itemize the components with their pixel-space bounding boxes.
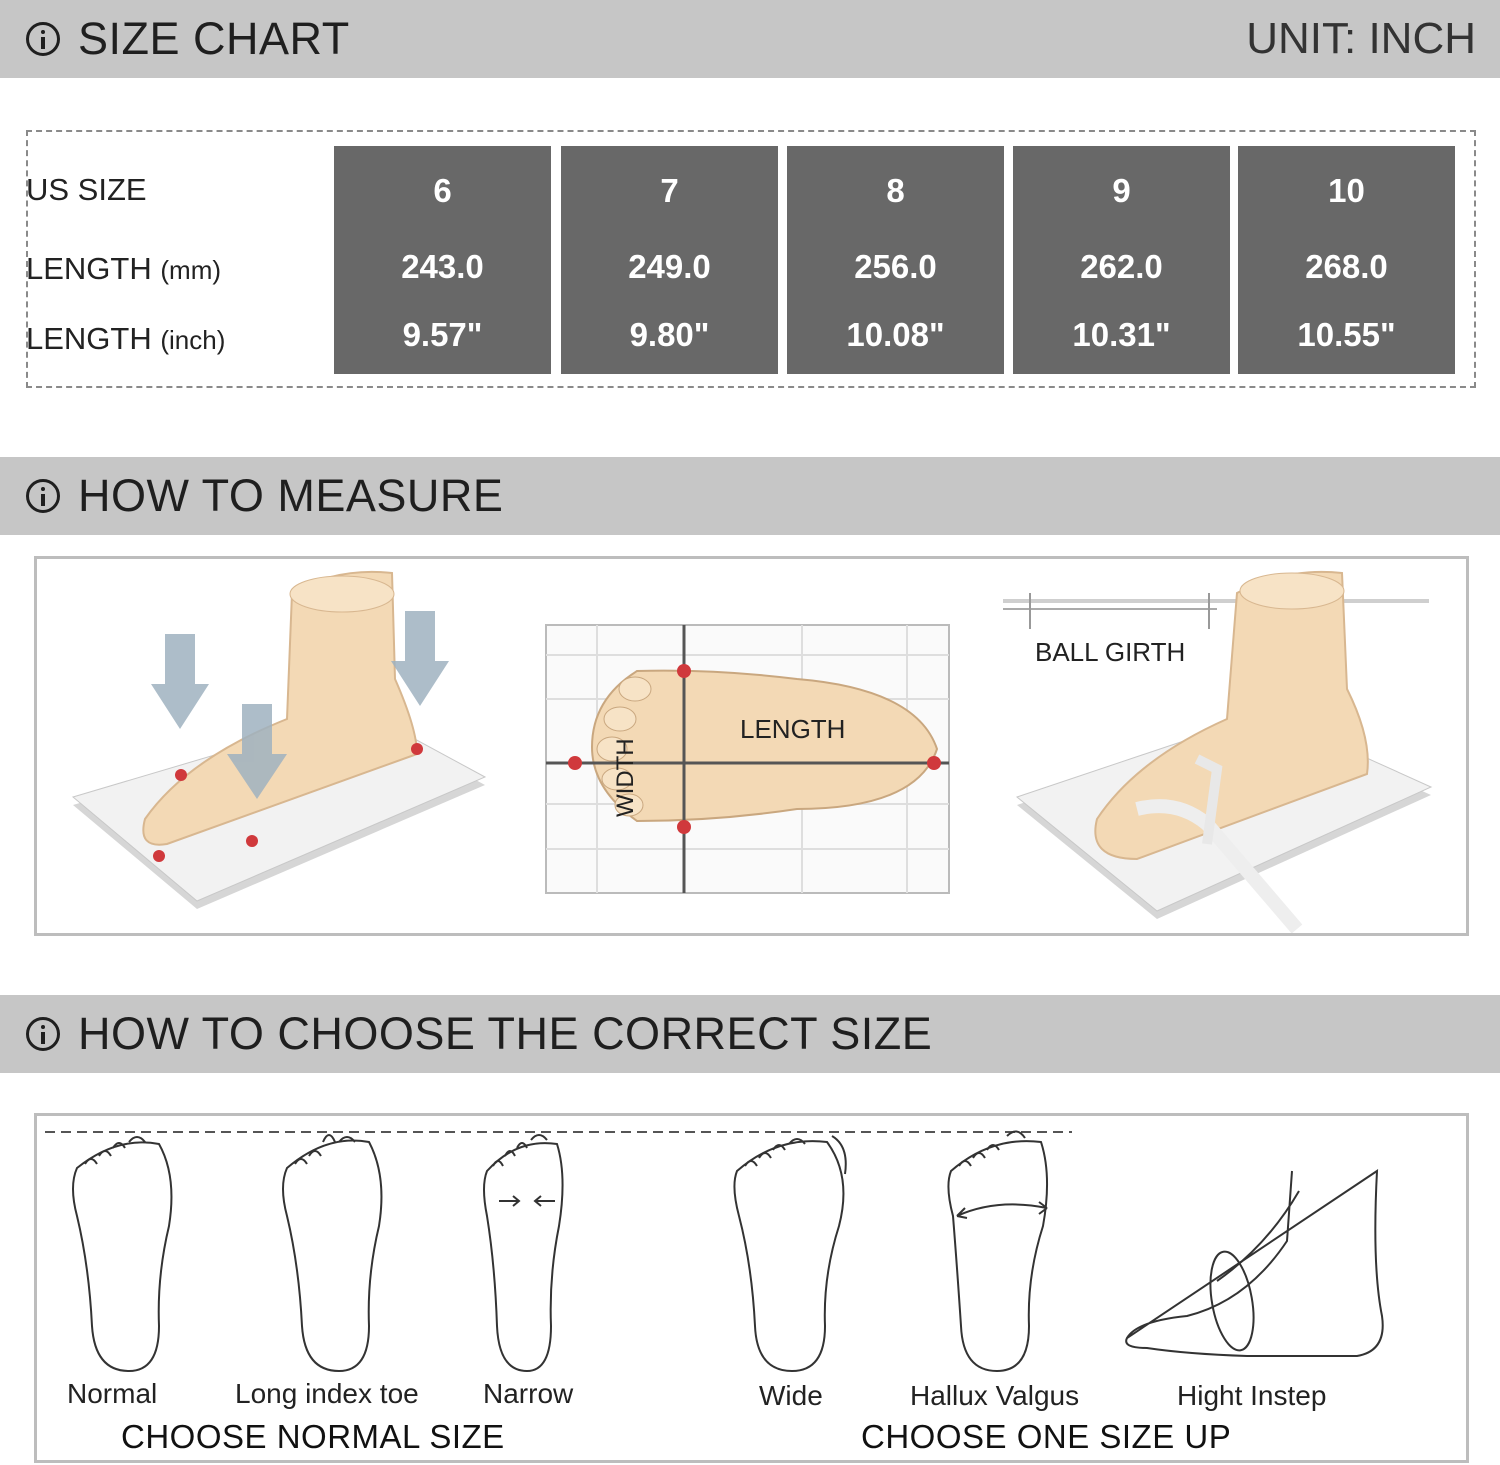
toe-icon <box>85 1137 145 1164</box>
foot-type-label: Narrow <box>483 1378 574 1409</box>
ball-girth-label: BALL GIRTH <box>1035 637 1186 667</box>
foot-type-label: Wide <box>759 1380 823 1411</box>
us-size-cell: 6 <box>433 172 452 209</box>
info-icon <box>26 479 60 513</box>
size-chart-title: SIZE CHART <box>78 13 350 64</box>
measure-illustrations <box>34 556 1469 936</box>
foot-type-label: Normal <box>67 1378 158 1409</box>
us-size-cell: 9 <box>1112 172 1131 209</box>
foot-top-view-illustration <box>546 625 949 893</box>
length-label: LENGTH <box>740 714 846 744</box>
how-to-measure-header <box>0 457 1500 535</box>
length-mm-cell: 249.0 <box>628 248 711 285</box>
us-size-cell: 8 <box>886 172 905 209</box>
row-label-length-mm <box>26 251 221 287</box>
row-label-length-inch-unit: (inch) <box>160 325 226 355</box>
foot-outline-icon <box>73 1142 171 1371</box>
foot-outline-icon <box>948 1141 1047 1371</box>
length-inch-cell: 9.57" <box>402 316 483 353</box>
length-mm-cell: 243.0 <box>401 248 484 285</box>
how-to-choose-title: HOW TO CHOOSE THE CORRECT SIZE <box>78 1008 933 1059</box>
foot-types-panel <box>34 1113 1469 1463</box>
unit-label: UNIT: INCH <box>1246 14 1476 63</box>
choose-normal-size-label: CHOOSE NORMAL SIZE <box>121 1418 505 1455</box>
length-inch-cell: 10.55" <box>1297 316 1396 353</box>
foot-outline-icon <box>283 1140 381 1371</box>
width-label: WIDTH <box>612 738 639 817</box>
foot-type-label: Long index toe <box>235 1378 419 1409</box>
foot-type-label: Hight Instep <box>1177 1380 1327 1411</box>
length-mm-cell: 268.0 <box>1305 248 1388 285</box>
tape-icon <box>1204 1248 1261 1353</box>
ball-girth-illustration <box>1003 572 1431 929</box>
size-column <box>1238 146 1455 374</box>
how-to-measure-title: HOW TO MEASURE <box>78 470 504 521</box>
row-label-length-inch-main: LENGTH <box>26 321 152 356</box>
toe-icon <box>493 1135 547 1166</box>
row-label-length-mm-main: LENGTH <box>26 251 152 286</box>
info-icon <box>26 1017 60 1051</box>
size-column <box>1013 146 1230 374</box>
length-mm-cell: 262.0 <box>1080 248 1163 285</box>
length-inch-cell: 10.31" <box>1072 316 1171 353</box>
info-icon <box>26 22 60 56</box>
foot-on-board-illustration <box>73 572 485 909</box>
foot-outline-icon <box>734 1141 843 1371</box>
row-label-us-size: US SIZE <box>26 172 147 207</box>
toe-icon <box>959 1131 1025 1166</box>
foot-outline-icon <box>1126 1171 1383 1356</box>
us-size-cell: 7 <box>660 172 679 209</box>
choose-size-up-label: CHOOSE ONE SIZE UP <box>861 1418 1232 1455</box>
length-mm-cell: 256.0 <box>854 248 937 285</box>
measure-illustration-svg <box>37 559 1466 933</box>
length-inch-cell: 10.08" <box>846 316 945 353</box>
size-column <box>334 146 551 374</box>
us-size-cell: 10 <box>1328 172 1365 209</box>
length-inch-cell: 9.80" <box>629 316 710 353</box>
foot-type-label: Hallux Valgus <box>910 1380 1080 1411</box>
row-label-length-mm-unit: (mm) <box>160 255 222 285</box>
size-column <box>787 146 1004 374</box>
size-chart-header <box>0 0 1500 78</box>
toe-icon <box>295 1135 355 1164</box>
how-to-choose-header <box>0 995 1500 1073</box>
row-label-length-inch <box>26 321 225 357</box>
size-column <box>561 146 778 374</box>
foot-outline-icon <box>484 1143 563 1371</box>
